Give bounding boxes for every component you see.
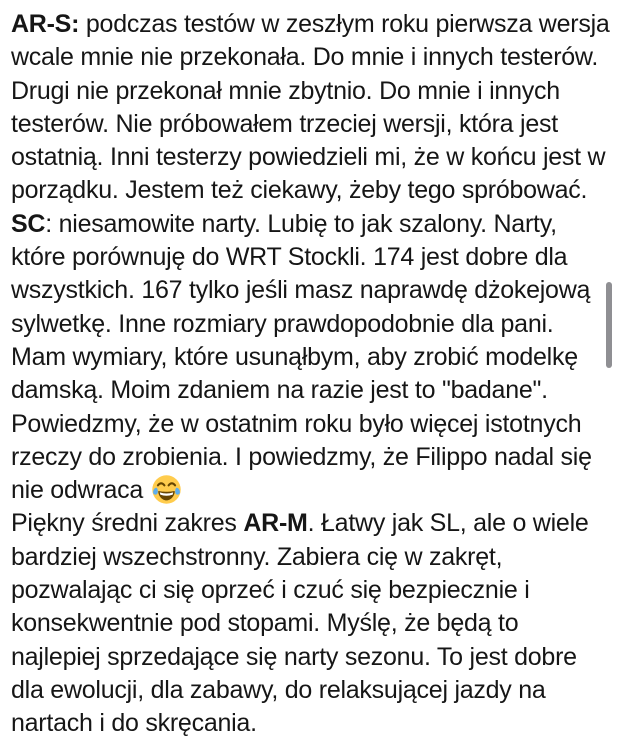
text-line — [11, 208, 611, 241]
text-segment: Mam wymiary, które usunąłbym, aby zrobić modelkę — [11, 342, 578, 371]
text-segment: bardziej wszechstronny. Zabiera cię w zakręt, — [11, 542, 503, 571]
text-line — [11, 308, 611, 341]
bold-text-segment: AR-S: — [11, 10, 80, 38]
text-segment: Piękny średni zakres — [11, 509, 244, 538]
text-segment: testerów. Nie próbowałem trzeciej wersji, która jest — [11, 109, 558, 138]
text-line — [11, 41, 611, 74]
text-line — [11, 408, 611, 441]
text-segment: Powiedzmy, że w ostatnim roku było więcej istotnych — [11, 409, 582, 438]
text-segment: wszystkich. 167 tylko jeśli masz naprawdę dżokejową — [11, 276, 591, 305]
text-line — [11, 108, 611, 141]
text-segment: sylwetkę. Inne rozmiary prawdopodobnie dla pani. — [11, 309, 554, 338]
text-line — [11, 241, 611, 274]
text-segment: ostatnią. Inni testerzy powiedzieli mi, że w końcu jest w — [11, 143, 606, 172]
text-segment: porządku. Jestem też ciekawy, żeby tego spróbować. — [11, 176, 588, 205]
text-segment: wcale mnie nie przekonała. Do mnie i innych testerów. — [11, 43, 599, 72]
text-line — [11, 75, 611, 108]
text-segment: . Łatwy jak SL, ale o wiele — [307, 509, 589, 538]
text-segment: dla ewolucji, dla zabawy, do relaksującej jazdy na — [11, 675, 546, 704]
review-text — [11, 8, 611, 741]
text-segment: konsekwentnie pod stopami. Myślę, że będą to — [11, 609, 519, 638]
text-line — [11, 674, 611, 707]
text-line — [11, 174, 611, 207]
text-segment: rzeczy do zrobienia. I powiedzmy, że Filippo nadal się — [11, 442, 592, 471]
text-line — [11, 274, 611, 307]
text-line — [11, 507, 611, 540]
text-line — [11, 341, 611, 374]
text-segment: podczas testów w zeszłym roku pierwsza wersja — [79, 10, 610, 38]
text-segment: : niesamowite narty. Lubię to jak szalony. Narty, — [45, 209, 557, 238]
text-line — [11, 541, 611, 574]
text-line — [11, 8, 611, 41]
text-segment: nartach i do skręcania. — [11, 709, 257, 738]
bold-text-segment: AR-M — [243, 509, 308, 538]
text-segment: damską. Moim zdaniem na razie jest to "badane". — [11, 376, 548, 405]
text-line — [11, 574, 611, 607]
face-with-tears-of-joy-emoji — [151, 474, 182, 505]
text-segment: Drugi nie przekonał mnie zbytnio. Do mnie i innych — [11, 76, 560, 105]
text-line — [11, 474, 611, 507]
text-line — [11, 607, 611, 640]
text-segment: nie odwraca — [11, 476, 144, 505]
text-line — [11, 141, 611, 174]
text-line — [11, 641, 611, 674]
scrollbar-track — [600, 0, 618, 750]
text-line — [11, 374, 611, 407]
text-segment: pozwalając ci się oprzeć i czuć się bezpiecznie i — [11, 576, 530, 605]
text-segment: które porównuję do WRT Stockli. 174 jest dobre dla — [11, 243, 568, 272]
text-segment: najlepiej sprzedające się narty sezonu. To jest dobre — [11, 642, 577, 671]
text-line — [11, 441, 611, 474]
bold-text-segment: SC — [11, 209, 46, 238]
text-line — [11, 707, 611, 740]
scrollbar-thumb[interactable] — [606, 282, 612, 368]
